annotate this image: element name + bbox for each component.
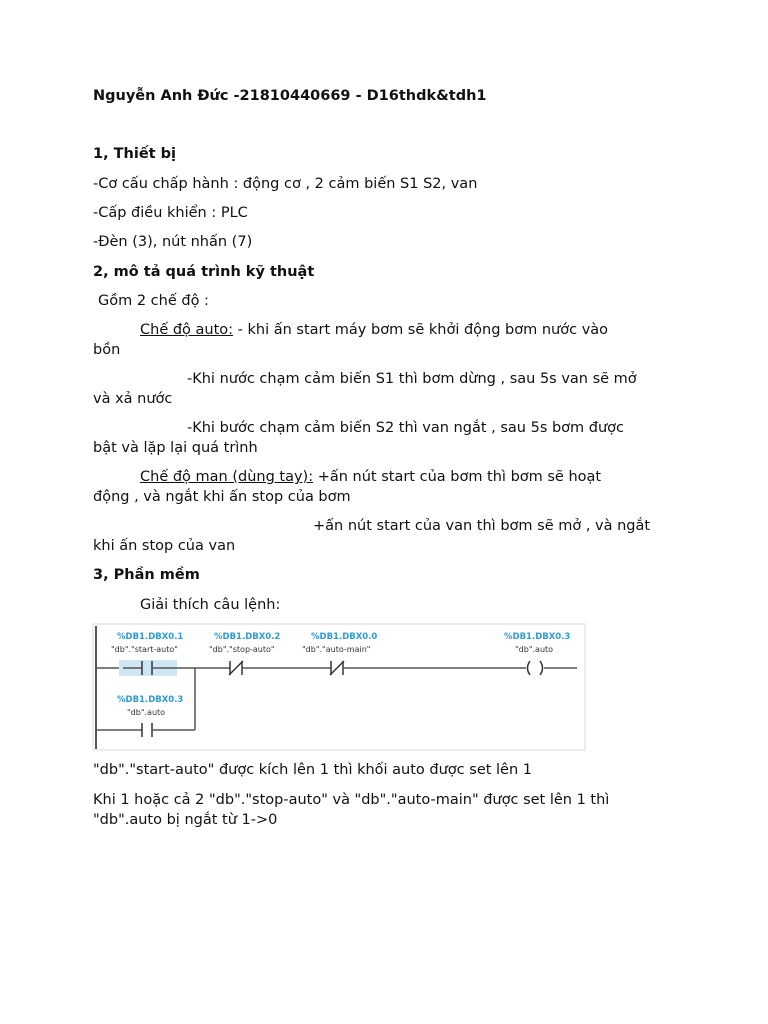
contact-auto-main-address: %DB1.DBX0.0 xyxy=(311,632,378,642)
manual-mode-label: Chế độ man (dùng tay): xyxy=(140,469,314,485)
section-1-title: 1, Thiết bị xyxy=(93,146,176,162)
ladder-note-start-auto: "db"."start-auto" được kích lên 1 thì khối auto được set lên 1 xyxy=(93,762,533,778)
auto-mode-line xyxy=(140,321,608,340)
contact-auto-hold-address: %DB1.DBX0.3 xyxy=(117,695,184,705)
manual-valve-line-a: +ấn nút start của van thì bơm sẽ mở , và ngắt xyxy=(313,518,651,534)
auto-s2-line-b: bật và lặp lại quá trình xyxy=(93,440,258,456)
manual-valve-line-b: khi ấn stop của van xyxy=(93,538,236,554)
auto-mode-label: Chế độ auto: xyxy=(140,322,234,338)
equipment-controller: -Cấp điều khiển : PLC xyxy=(93,205,248,221)
section-3-title: 3, Phần mềm xyxy=(93,567,200,583)
contact-auto-hold-tag: "db".auto xyxy=(127,708,166,717)
contact-start-auto-address: %DB1.DBX0.1 xyxy=(117,632,184,642)
manual-mode-text: +ấn nút start của bơm thì bơm sẽ hoạt xyxy=(317,469,602,485)
contact-stop-auto-address: %DB1.DBX0.2 xyxy=(214,632,281,642)
equipment-lights-buttons: -Đèn (3), nút nhấn (7) xyxy=(93,234,253,250)
auto-s2-line-a: -Khi bước chạm cảm biến S2 thì van ngắt , sau 5s bơm được xyxy=(187,420,625,436)
auto-s1-line-b: và xả nước xyxy=(93,391,173,407)
auto-s1-line-a: -Khi nước chạm cảm biến S1 thì bơm dừng , sau 5s van sẽ mở xyxy=(187,371,637,387)
auto-mode-text: - khi ấn start máy bơm sẽ khởi động bơm nước vào xyxy=(237,322,609,338)
ladder-note-stop-line-b: "db".auto bị ngắt từ 1->0 xyxy=(93,812,278,828)
contact-start-auto-tag: "db"."start-auto" xyxy=(111,645,178,654)
auto-mode-text-cont: bồn xyxy=(93,342,121,358)
ladder-diagram xyxy=(93,624,585,750)
manual-mode-text-cont: động , và ngắt khi ấn stop của bơm xyxy=(93,489,351,505)
section-2-title: 2, mô tả quá trình kỹ thuật xyxy=(93,264,315,280)
instruction-explain-label: Giải thích câu lệnh: xyxy=(140,597,281,613)
ladder-note-stop-line-a: Khi 1 hoặc cả 2 "db"."stop-auto" và "db"."auto-main" được set lên 1 thì xyxy=(93,792,610,808)
contact-auto-main-tag: "db"."auto-main" xyxy=(302,645,371,654)
coil-auto-address: %DB1.DBX0.3 xyxy=(504,632,571,642)
manual-mode-line xyxy=(140,468,601,487)
coil-auto-tag: "db".auto xyxy=(515,645,554,654)
modes-intro: Gồm 2 chế độ : xyxy=(98,293,209,309)
document-header: Nguyễn Anh Đức -21810440669 - D16thdk&tdh1 xyxy=(93,88,487,104)
equipment-actuators: -Cơ cấu chấp hành : động cơ , 2 cảm biến S1 S2, van xyxy=(93,176,478,192)
contact-stop-auto-tag: "db"."stop-auto" xyxy=(209,645,275,654)
